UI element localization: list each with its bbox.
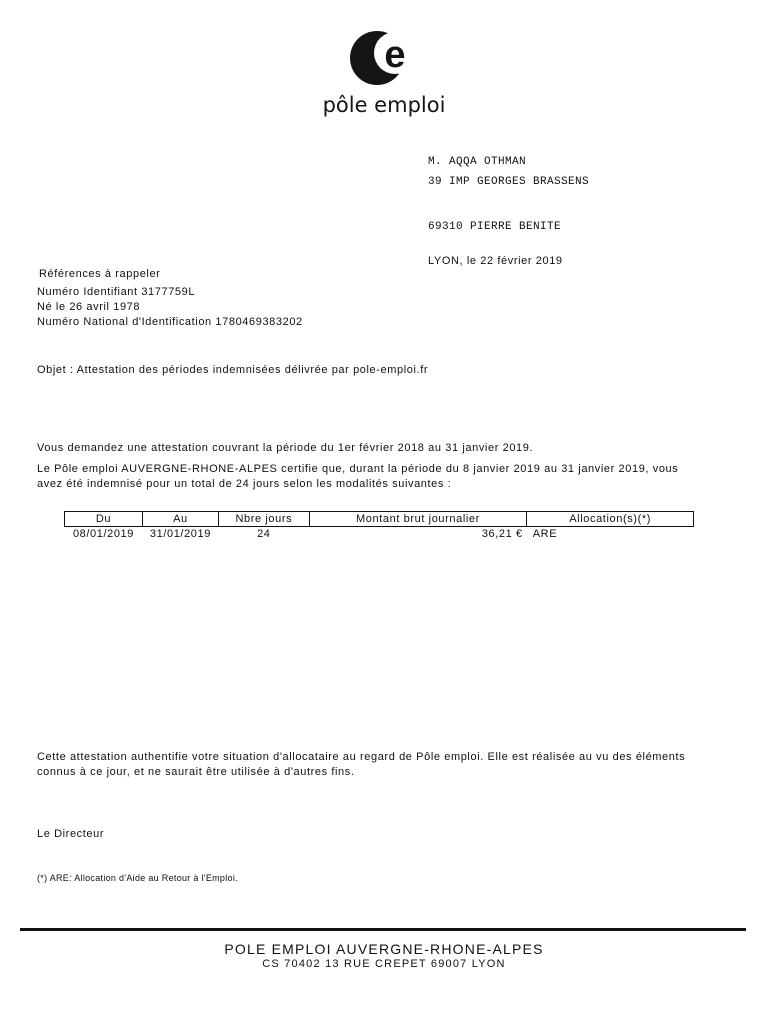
reference-national-id: Numéro National d'Identification 1780469383202 (37, 316, 303, 328)
cell-jours: 24 (257, 528, 271, 540)
references-heading: Références à rappeler (39, 268, 161, 280)
footer-divider (20, 928, 746, 931)
cell-montant: 36,21 € (481, 528, 523, 540)
reference-identifier: Numéro Identifiant 3177759L (37, 286, 196, 298)
column-header-au: Au (142, 512, 218, 527)
column-header-nbre-jours: Nbre jours (218, 512, 309, 527)
letter-subject: Objet : Attestation des périodes indemnisées délivrée par pole-emploi.fr (37, 364, 429, 376)
recipient-street: 39 IMP GEORGES BRASSENS (428, 176, 590, 188)
cell-allocation: ARE (532, 528, 558, 540)
closing-line-1: Cette attestation authentifie votre situation d'allocataire au regard de Pôle emploi. Elle est réalisée au vu des éléments (37, 751, 686, 763)
place-date: LYON, le 22 février 2019 (428, 255, 563, 267)
svg-text:e: e (384, 34, 406, 76)
certify-line-1: Le Pôle emploi AUVERGNE-RHONE-ALPES certifie que, durant la période du 8 janvier 2019 au 31 janvier 2019, vous (37, 463, 679, 475)
column-header-allocation: Allocation(s)(*) (527, 512, 694, 527)
periods-table-header-row (65, 512, 694, 527)
periods-table (64, 511, 694, 541)
table-row (65, 527, 694, 542)
cell-au: 31/01/2019 (149, 528, 211, 540)
reference-birth: Né le 26 avril 1978 (37, 301, 141, 313)
footnote: (*) ARE: Allocation d'Aide au Retour à l'Emploi. (37, 873, 238, 883)
recipient-name: M. AQQA OTHMAN (428, 156, 527, 168)
certify-line-2: avez été indemnisé pour un total de 24 jours selon les modalités suivantes : (37, 478, 452, 490)
column-header-du: Du (65, 512, 143, 527)
column-header-montant: Montant brut journalier (309, 512, 527, 527)
closing-line-2: connus à ce jour, et ne saurait être utilisée à d'autres fins. (37, 766, 355, 778)
footer-address: CS 70402 13 RUE CREPET 69007 LYON (262, 958, 506, 970)
cell-du: 08/01/2019 (72, 528, 134, 540)
pole-emploi-logo (322, 28, 447, 123)
recipient-city: 69310 PIERRE BENITE (428, 221, 562, 233)
pole-emploi-logo-mark (322, 28, 447, 123)
footer-organization: POLE EMPLOI AUVERGNE-RHONE-ALPES (224, 941, 544, 957)
svg-text:pôle emploi: pôle emploi (322, 93, 446, 117)
signature: Le Directeur (37, 828, 105, 840)
request-paragraph: Vous demandez une attestation couvrant la période du 1er février 2018 au 31 janvier 2019. (37, 442, 534, 454)
